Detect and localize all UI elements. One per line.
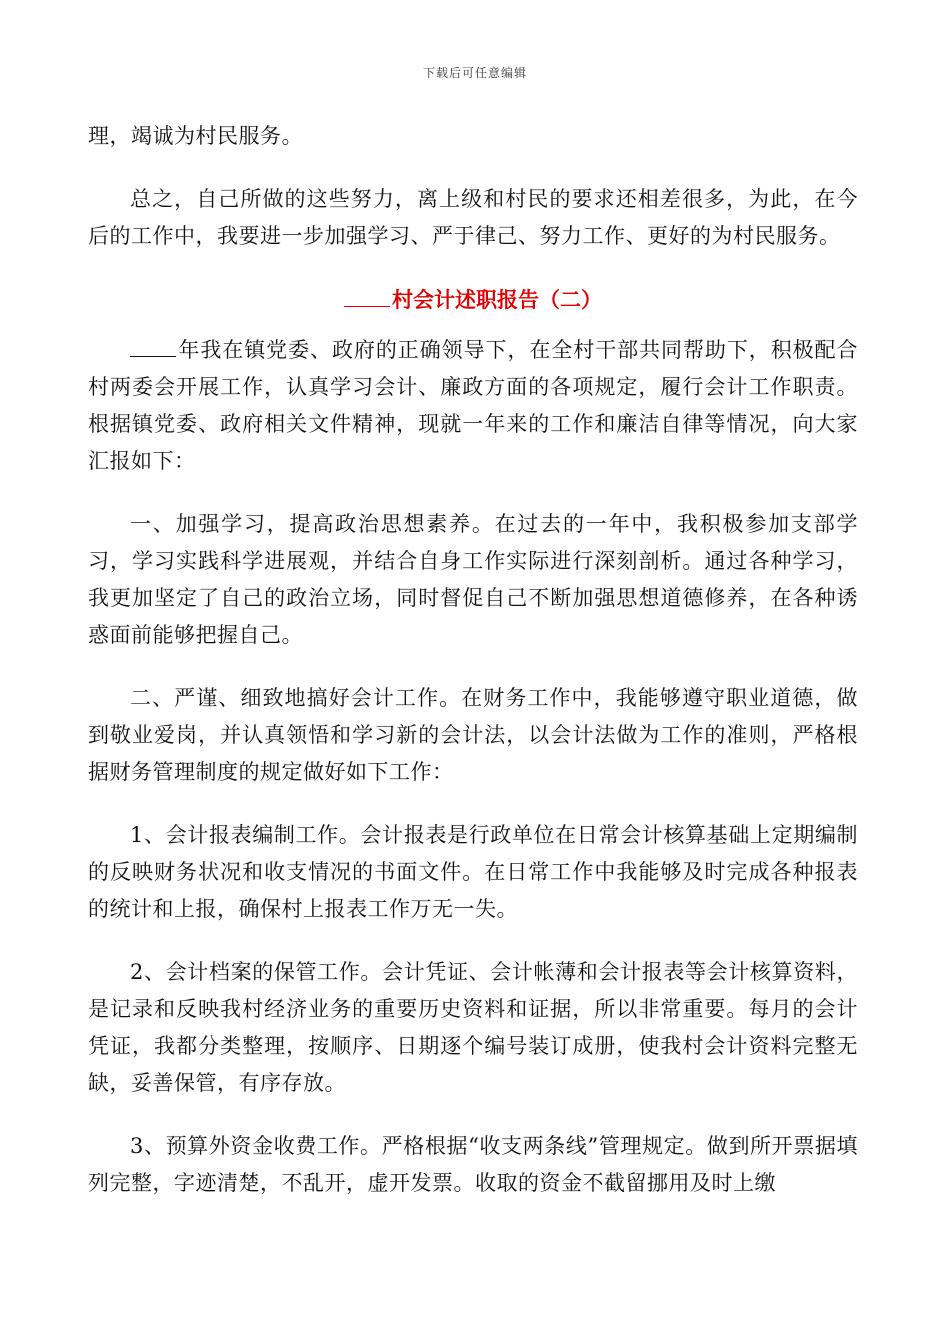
year-blank xyxy=(130,355,176,357)
paragraph-intro xyxy=(88,332,858,480)
intro-text: 年我在镇党委、政府的正确领导下，在全村干部共同帮助下，积极配合村两委会开展工作，认真学习会计、廉政方面的各项规定，履行会计工作职责。根据镇党委、政府相关文件精神，现就一年来的工作和廉洁自律等情况，向大家汇报如下： xyxy=(88,338,858,473)
document-body xyxy=(88,118,858,1202)
paragraph-section-1: 一、加强学习，提高政治思想素养。在过去的一年中，我积极参加支部学习，学习实践科学进展观，并结合自身工作实际进行深刻剖析。通过各种学习，我更加坚定了自己的政治立场，同时督促自己不断加强思想道德修养，在各种诱惑面前能够把握自己。 xyxy=(88,512,858,647)
paragraph-section-2: 二、严谨、细致地搞好会计工作。在财务工作中，我能够遵守职业道德，做到敬业爱岗，并认真领悟和学习新的会计法，以会计法做为工作的准则，严格根据财务管理制度的规定做好如下工作： xyxy=(88,686,858,784)
title-blank xyxy=(344,305,390,307)
paragraph-summary: 总之，自己所做的这些努力，离上级和村民的要求还相差很多，为此，在今后的工作中，我要进一步加强学习、严于律己、努力工作、更好的为村民服务。 xyxy=(88,187,858,248)
paragraph-item-3: 3、预算外资金收费工作。严格根据“收支两条线”管理规定。做到所开票据填列完整，字迹清楚，不乱开，虚开发票。收取的资金不截留挪用及时上缴 xyxy=(88,1134,858,1195)
paragraph-item-1: 1、会计报表编制工作。会计报表是行政单位在日常会计核算基础上定期编制的反映财务状况和收支情况的书面文件。在日常工作中我能够及时完成各种报表的统计和上报，确保村上报表工作万无一失。 xyxy=(88,823,858,921)
header-note: 下载后可任意编辑 xyxy=(422,66,527,80)
paragraph-continuation: 理，竭诚为村民服务。 xyxy=(88,124,303,148)
title-text: 村会计述职报告（二） xyxy=(392,287,602,312)
report-title xyxy=(88,281,858,318)
paragraph-item-2: 2、会计档案的保管工作。会计凭证、会计帐薄和会计报表等会计核算资料，是记录和反映我村经济业务的重要历史资料和证据，所以非常重要。每月的会计凭证，我都分类整理，按顺序、日期逐个编号装订成册，使我村会计资料完整无缺，妥善保管，有序存放。 xyxy=(88,960,858,1095)
